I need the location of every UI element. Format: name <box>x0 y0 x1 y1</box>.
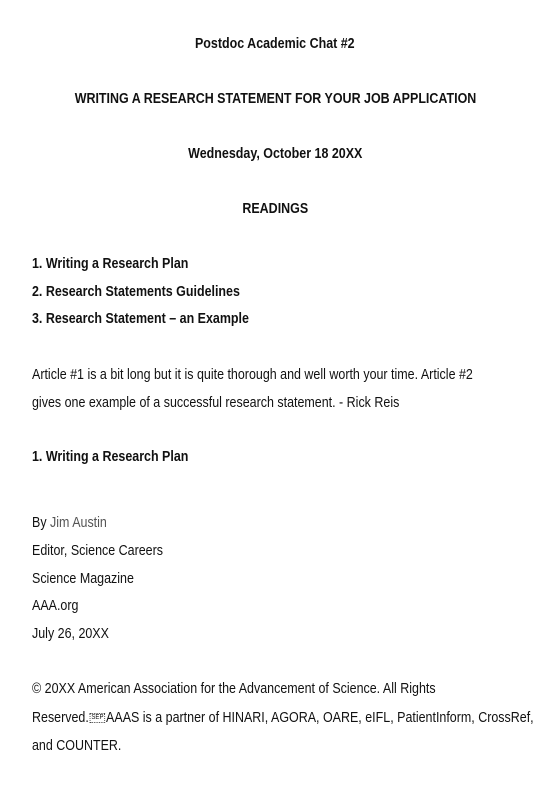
copyright-line-1: © 20XX American Association for the Advancement of Science. All Rights <box>32 681 436 697</box>
byline-prefix: By <box>32 515 47 531</box>
intro-line-1: Article #1 is a bit long but it is quite thorough and well worth your time. Article #2 <box>32 367 473 383</box>
separator-glyph: SEP <box>91 714 104 722</box>
copyright-line-3: and COUNTER. <box>32 738 122 754</box>
publication-name: Science Magazine <box>32 571 134 587</box>
readings-heading: READINGS <box>242 201 308 217</box>
document-title: WRITING A RESEARCH STATEMENT FOR YOUR JOB APPLICATION <box>74 91 476 107</box>
chat-title: Postdoc Academic Chat #2 <box>195 36 355 52</box>
author-name: Jim Austin <box>50 515 107 531</box>
site-name: AAA.org <box>32 598 79 614</box>
publication-date: July 26, 20XX <box>32 626 109 642</box>
reading-item-1: 1. Writing a Research Plan <box>32 256 189 272</box>
reading-item-2: 2. Research Statements Guidelines <box>32 284 240 300</box>
reading-item-3: 3. Research Statement – an Example <box>32 311 249 327</box>
event-date: Wednesday, October 18 20XX <box>187 146 363 162</box>
intro-line-2: gives one example of a successful research statement. - Rick Reis <box>32 395 400 411</box>
author-role: Editor, Science Careers <box>32 543 164 559</box>
copyright-line-2: Reserved. SEP AAAS is a partner of HINARI, AGORA, OARE, eIFL, PatientInform, CrossRef, <box>32 710 534 726</box>
section-heading: 1. Writing a Research Plan <box>32 449 189 465</box>
byline <box>32 515 107 531</box>
